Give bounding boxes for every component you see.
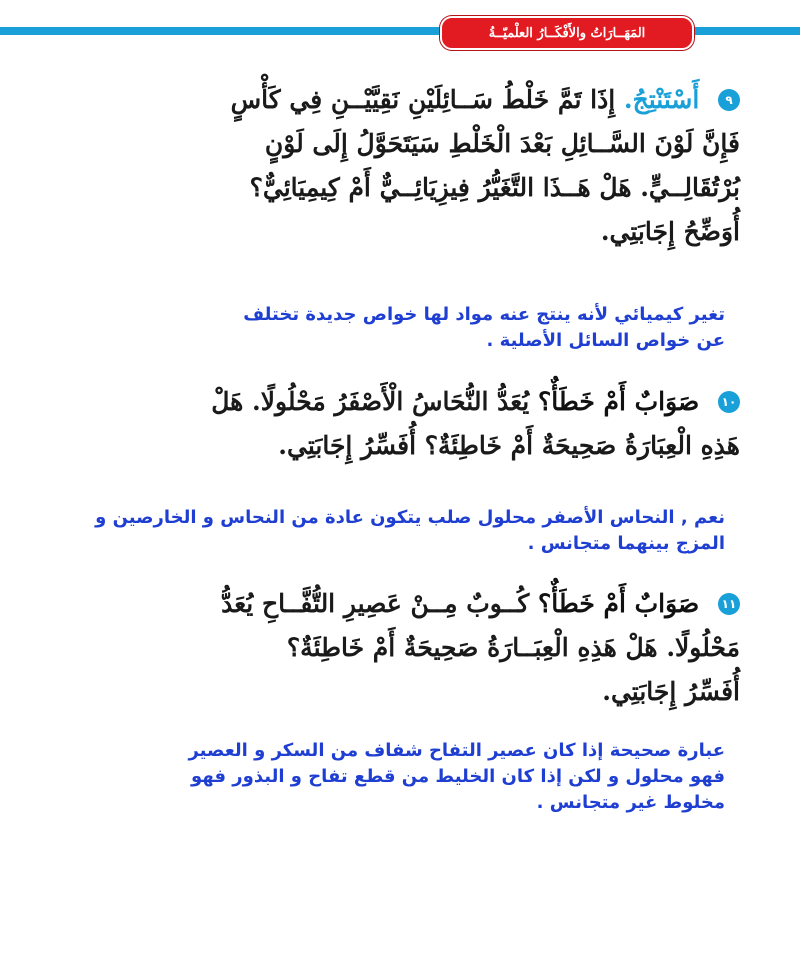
answer-10 bbox=[5, 505, 725, 557]
answer-line: فهو محلول و لكن إذا كان الخليط من قطع تفاح و البذور فهو bbox=[191, 766, 725, 787]
answer-9 bbox=[25, 302, 725, 354]
question-number-badge: ٩ bbox=[718, 89, 740, 111]
question-keyword: صَوَابٌ أَمْ خَطَأٌ؟ bbox=[537, 589, 700, 618]
answer-line: عن خواص السائل الأصلية . bbox=[486, 330, 725, 351]
question-11 bbox=[40, 582, 740, 714]
question-line: مَحْلُولًا. هَلْ هَذِهِ الْعِبَــارَةُ صَحِيحَةٌ أَمْ خَاطِئَةٌ؟ bbox=[286, 633, 740, 662]
question-line: أُفَسِّرُ إِجَابَتِي. bbox=[602, 677, 740, 706]
question-line: كُــوبٌ مِــنْ عَصِيرِ التُّفَّــاحِ يُعَدُّ bbox=[221, 589, 530, 618]
question-line: إِذَا تَمَّ خَلْطُ سَــائِلَيْنِ نَقِيَّيْــنِ فِي كَأْسٍ bbox=[230, 85, 616, 114]
question-line: هَذِهِ الْعِبَارَةُ صَحِيحَةٌ أَمْ خَاطِئَةٌ؟ أُفَسِّرُ إِجَابَتِي. bbox=[278, 431, 740, 460]
answer-line: تغير كيميائي لأنه ينتج عنه مواد لها خواص جديدة تختلف bbox=[243, 304, 725, 325]
answer-line: المزج بينهما متجانس . bbox=[527, 533, 725, 554]
question-line: يُعَدُّ النُّحَاسُ الْأَصْفَرُ مَحْلُولًا. هَلْ bbox=[211, 387, 530, 416]
question-line: فَإِنَّ لَوْنَ السَّــائِلِ بَعْدَ الْخَلْطِ سَيَتَحَوَّلُ إِلَى لَوْنٍ bbox=[264, 129, 740, 158]
question-number-badge: ١٠ bbox=[718, 391, 740, 413]
answer-11 bbox=[85, 738, 725, 816]
question-number-badge: ١١ bbox=[718, 593, 740, 615]
question-10 bbox=[40, 380, 740, 468]
section-title: المَهَــارَاتُ والأَفْكَــارُ العلْميّــةُ bbox=[488, 25, 646, 41]
question-line: بُرْتُقَالِــيٍّ. هَلْ هَــذَا التَّغَيُّرُ فِيزِيَائِــيٌّ أَمْ كِيمِيَائِيٌّ؟ bbox=[249, 173, 740, 202]
section-header-tab bbox=[440, 16, 694, 50]
answer-line: مخلوط غير متجانس . bbox=[536, 792, 725, 813]
question-keyword: صَوَابٌ أَمْ خَطَأٌ؟ bbox=[537, 387, 700, 416]
answer-line: عبارة صحيحة إذا كان عصير التفاح شفاف من السكر و العصير bbox=[188, 740, 725, 761]
answer-line: نعم , النحاس الأصفر محلول صلب يتكون عادة من النحاس و الخارصين و bbox=[95, 507, 725, 528]
question-9 bbox=[40, 78, 740, 254]
question-keyword: أَسْتَنْتِجُ. bbox=[623, 85, 700, 114]
question-line: أُوَضِّحُ إِجَابَتِي. bbox=[600, 217, 740, 246]
